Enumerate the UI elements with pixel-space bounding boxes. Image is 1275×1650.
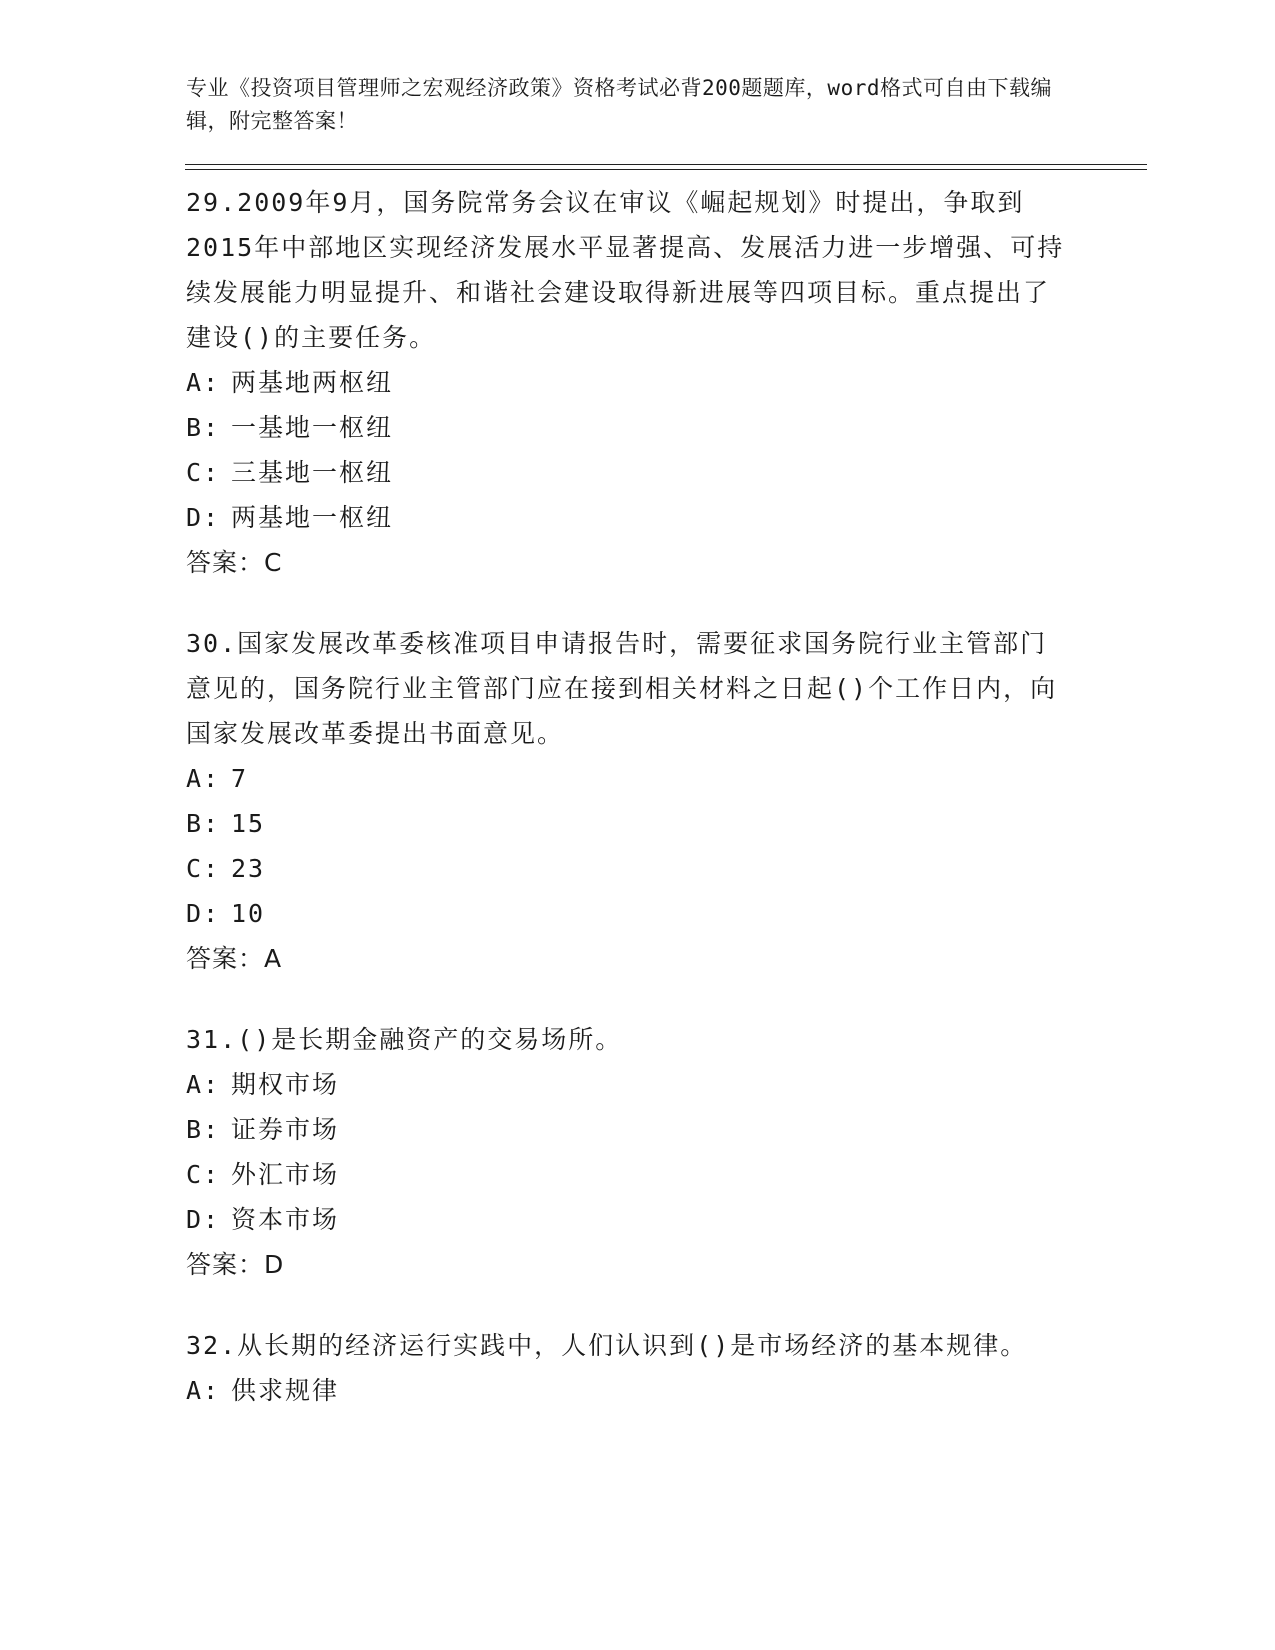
question-stem: 32.从长期的经济运行实践中，人们认识到()是市场经济的基本规律。 [186, 1331, 1028, 1360]
option-key: A: [186, 1070, 221, 1099]
option-a [186, 1368, 1146, 1413]
option-text: 外汇市场 [231, 1160, 340, 1189]
option-text: 证券市场 [231, 1115, 340, 1144]
option-text: 两基地两枢纽 [231, 368, 394, 397]
option-key: B: [186, 1115, 221, 1144]
option-key: D: [186, 1205, 221, 1234]
option-c [186, 450, 1146, 495]
question-30 [186, 621, 1146, 981]
answer-line [186, 936, 1146, 981]
option-b [186, 1107, 1146, 1152]
option-c [186, 846, 1146, 891]
option-key: D: [186, 503, 221, 532]
option-text: 三基地一枢纽 [231, 458, 394, 487]
option-key: B: [186, 413, 221, 442]
option-text: 一基地一枢纽 [231, 413, 394, 442]
question-31 [186, 1017, 1146, 1287]
option-text: 两基地一枢纽 [231, 503, 394, 532]
option-key: C: [186, 1160, 221, 1189]
answer-label: 答案： [186, 944, 265, 973]
question-stem: 29.2009年9月，国务院常务会议在审议《崛起规划》时提出，争取到2015年中部地区实现经济发展水平显著提高、发展活力进一步增强、可持续发展能力明显提升、和谐社会建设取得新进展等四项目标。重点提出了建设()的主要任务。 [186, 188, 1065, 352]
answer-line [186, 1242, 1146, 1287]
option-key: A: [186, 764, 221, 793]
answer-value: D [264, 1250, 285, 1279]
answer-value: C [264, 548, 283, 577]
question-stem: 31.()是长期金融资产的交易场所。 [186, 1025, 623, 1054]
option-d [186, 891, 1146, 936]
option-d [186, 1197, 1146, 1242]
answer-value: A [264, 944, 283, 973]
answer-label: 答案： [186, 1250, 265, 1279]
option-a [186, 1062, 1146, 1107]
option-a [186, 756, 1146, 801]
document-header: 专业《投资项目管理师之宏观经济政策》资格考试必背200题题库，word格式可自由下载编辑，附完整答案！ [186, 76, 1052, 133]
option-key: D: [186, 899, 221, 928]
answer-line [186, 540, 1146, 585]
option-c [186, 1152, 1146, 1197]
option-key: C: [186, 854, 221, 883]
answer-label: 答案： [186, 548, 265, 577]
header-divider [185, 164, 1147, 170]
document-page [186, 72, 1146, 1449]
question-stem: 30.国家发展改革委核准项目申请报告时，需要征求国务院行业主管部门意见的，国务院行业主管部门应在接到相关材料之日起()个工作日内，向国家发展改革委提出书面意见。 [186, 629, 1058, 748]
option-key: A: [186, 1376, 221, 1405]
question-32 [186, 1323, 1146, 1413]
option-text: 15 [231, 809, 266, 838]
option-text: 期权市场 [231, 1070, 340, 1099]
option-a [186, 360, 1146, 405]
option-b [186, 405, 1146, 450]
option-key: B: [186, 809, 221, 838]
option-key: A: [186, 368, 221, 397]
option-text: 23 [231, 854, 266, 883]
question-list [186, 180, 1146, 1413]
option-text: 资本市场 [231, 1205, 340, 1234]
option-b [186, 801, 1146, 846]
option-text: 10 [231, 899, 266, 928]
option-d [186, 495, 1146, 540]
question-29 [186, 180, 1146, 585]
option-text: 供求规律 [231, 1376, 340, 1405]
option-key: C: [186, 458, 221, 487]
option-text: 7 [231, 764, 249, 793]
